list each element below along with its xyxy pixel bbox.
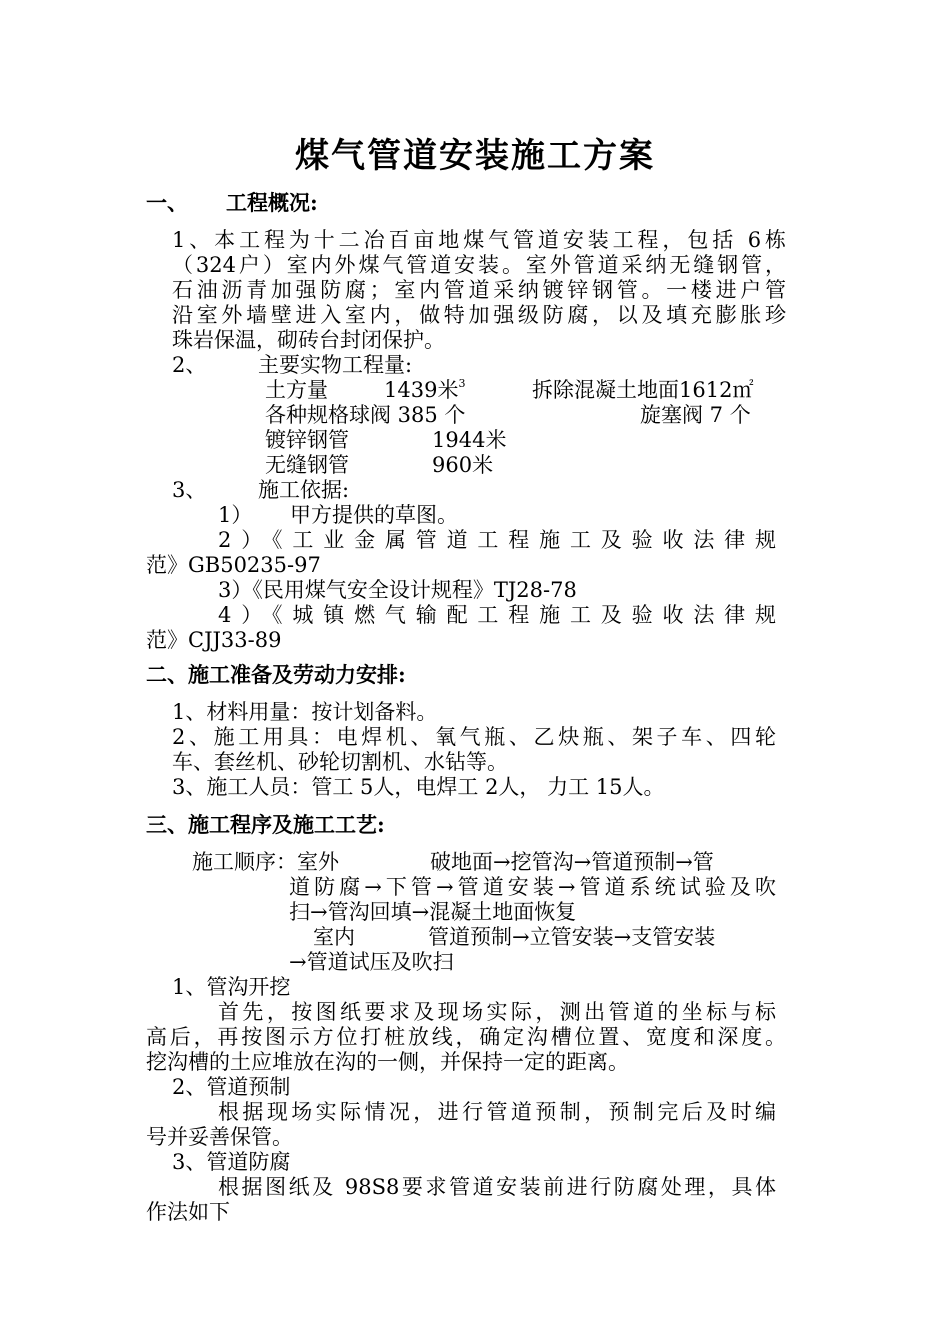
basis-2-line-2: 范》GB50235-97 (146, 553, 321, 577)
overview-line-5: 珠岩保温，砌砖台封闭保护。 (172, 328, 445, 352)
basis-2-line-1: 2）《工业金属管道工程施工及验收法律规 (218, 528, 776, 552)
galvanized-pipe-label: 镀锌钢管 (265, 428, 349, 452)
step-3-title: 3、管道防腐 (172, 1150, 291, 1174)
demolish-quantity: 拆除混凝土地面1612㎡ (532, 378, 754, 402)
quantities-label: 主要实物工程量: (258, 353, 413, 377)
sequence-indoor-line-1: 管道预制→立管安装→支管安装 (428, 925, 716, 949)
sequence-indoor-label: 室内 (313, 925, 355, 949)
quantities-number: 2、 (172, 353, 207, 377)
step-1-line-3: 挖沟槽的土应堆放在沟的一侧，并保持一定的距离。 (146, 1050, 629, 1074)
earth-unit-superscript: 3 (458, 377, 466, 390)
plug-valve-quantity: 旋塞阀 7 个 (640, 403, 751, 427)
document-title: 煤气管道安装施工方案 (295, 136, 655, 176)
galvanized-pipe-value: 1944米 (432, 428, 507, 452)
tools-line-2: 车、套丝机、砂轮切割机、水钻等。 (172, 750, 508, 774)
earth-value: 1439米$^3$ (384, 377, 466, 402)
ball-valve-quantity: 各种规格球阀 385 个 (265, 403, 466, 427)
earth-label: 土方量 (265, 378, 328, 402)
seamless-pipe-value: 960米 (432, 453, 494, 477)
overview-line-3: 石油沥青加强防腐；室内管道采纳镀锌钢管。一楼进户管 (172, 278, 786, 302)
sequence-outdoor-line-3: 扫→管沟回填→混凝土地面恢复 (289, 900, 577, 924)
staff-line: 3、施工人员：管工 5人，电焊工 2人， 力工 15人。 (172, 775, 665, 799)
step-2-line-2: 号并妥善保管。 (146, 1125, 293, 1149)
step-1-line-2: 高后，再按图示方位打桩放线，确定沟槽位置、宽度和深度。 (146, 1025, 786, 1049)
sequence-outdoor-line-1: 破地面→挖管沟→管道预制→管 (430, 850, 714, 874)
step-1-title: 1、管沟开挖 (172, 975, 291, 999)
step-2-title: 2、管道预制 (172, 1075, 291, 1099)
sequence-outdoor-line-2: 道防腐→下管→管道安装→管道系统试验及吹 (289, 875, 776, 899)
basis-4-line-1: 4）《城镇燃气输配工程施工及验收法律规 (218, 603, 776, 627)
basis-1-text: 甲方提供的草图。 (290, 503, 458, 527)
seamless-pipe-label: 无缝钢管 (265, 453, 349, 477)
basis-3: 3）《民用煤气安全设计规程》TJ28-78 (218, 578, 577, 602)
sequence-label: 施工顺序：室外 (192, 850, 339, 874)
overview-line-4: 沿室外墙壁进入室内，做特加强级防腐，以及填充膨胀珍 (172, 303, 786, 327)
sequence-indoor-line-2: →管道试压及吹扫 (289, 950, 454, 974)
section-1-number: 一、 (146, 190, 188, 215)
section-2-heading: 二、施工准备及劳动力安排: (146, 662, 406, 687)
materials-line: 1、材料用量：按计划备料。 (172, 700, 438, 724)
basis-label: 施工依据: (258, 478, 350, 502)
basis-number: 3、 (172, 478, 207, 502)
section-1-heading: 工程概况: (226, 190, 318, 215)
basis-1-number: 1） (218, 503, 253, 527)
section-3-heading: 三、施工程序及施工工艺: (146, 812, 385, 837)
tools-line-1: 2、施工用具：电焊机、氧气瓶、乙炔瓶、架子车、四轮 (172, 725, 776, 749)
overview-line-2: （324户）室内外煤气管道安装。室外管道采纳无缝钢管， (172, 253, 786, 277)
basis-4-line-2: 范》CJJ33-89 (146, 628, 282, 652)
step-3-line-1: 根据图纸及 98S8要求管道安装前进行防腐处理，具体 (218, 1175, 776, 1199)
step-1-line-1: 首先，按图纸要求及现场实际，测出管道的坐标与标 (218, 1000, 776, 1024)
overview-line-1: 1、本工程为十二冶百亩地煤气管道安装工程，包括 6栋 (172, 228, 786, 252)
step-2-line-1: 根据现场实际情况，进行管道预制，预制完后及时编 (218, 1100, 776, 1124)
step-3-line-2: 作法如下 (146, 1200, 230, 1224)
